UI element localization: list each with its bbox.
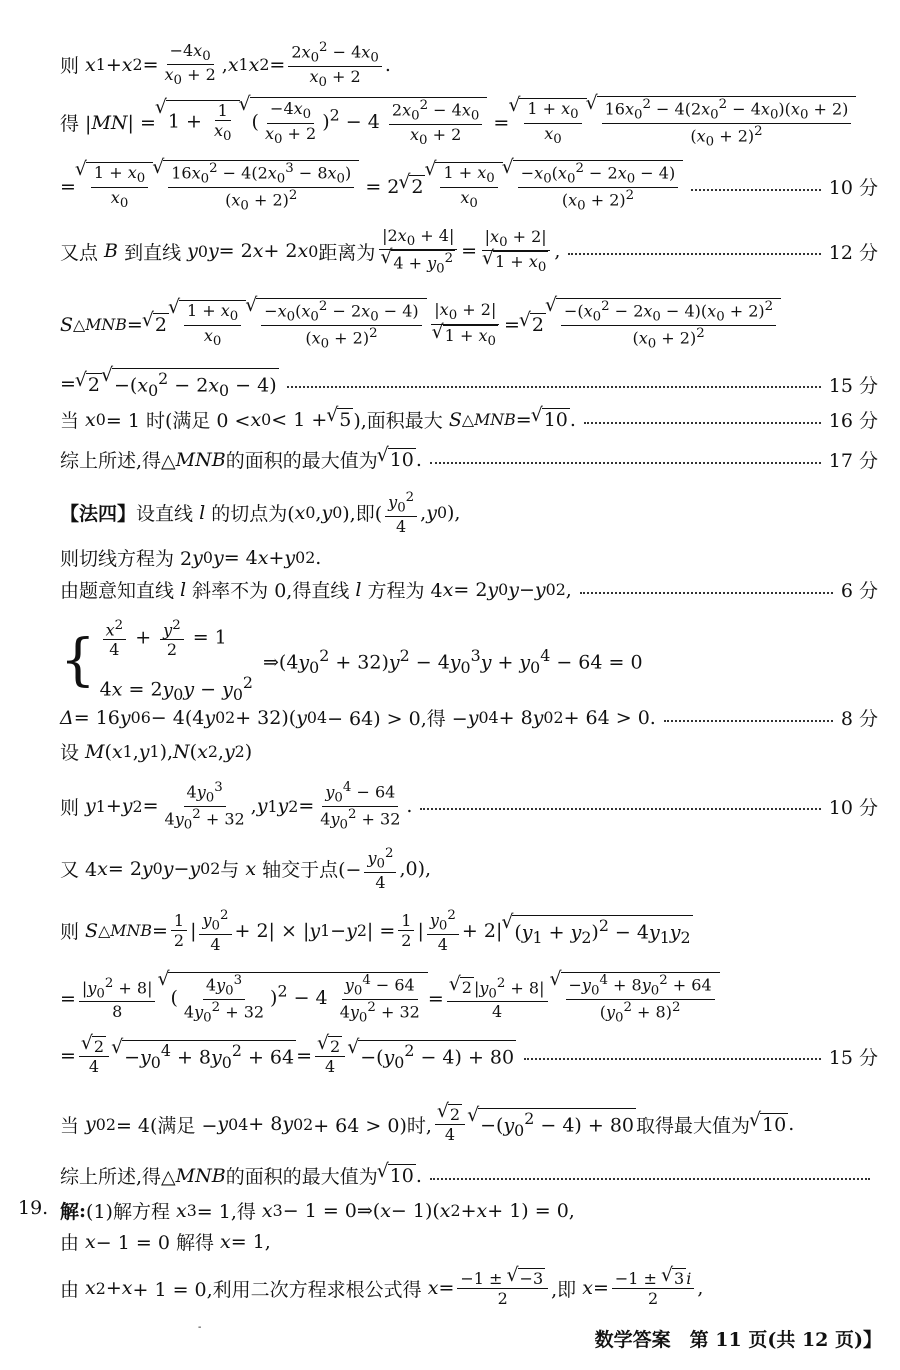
score-mark: 6 分 [840,580,878,602]
dot-leader [430,1178,870,1180]
solution-line: = $\frac{|y_0^2 + 8|}{8}$ √ ( $\frac{4y_0^3}{4y_0^2 + 32}$ )$^2$ − 4 $\frac{y_0^4 - 64}{4y_0^2 + 32}$ = √ $\frac{2 |y_0^2 + 8|}{4}$ √ $\frac{-y_0^4 + 8y_0^2 + 64}{(y_0^2 + 8)^2}$ [60,972,878,1025]
method-label: 【法四】 [60,503,137,526]
solution-line: 设 M ( x 1 , y 1 ), N ( x 2 , y 2 ) [60,740,253,764]
solution-line: 由 x − 1 = 0 解得 x = 1, [60,1230,271,1254]
score-mark: 10 分 [828,177,878,200]
solution-line: 综上所述,得△ MNB 的面积的最大值为 √ 10 . 17 分 [60,446,878,473]
solution-line: Δ = 16 y 0 6 − 4(4 y 0 2 + 32)( y 0 4 − 64) > 0,得 − y 0 4 + 8 y 0 2 + 64 > 0. 8 分 [60,704,878,731]
score-mark: 15 分 [828,374,878,397]
solution-line: 由 x 2 + x + 1 = 0,利用二次方程求根公式得 x = $\frac{-1 \pm √ -3}{2}$ ,即 x = $\frac{-1 \pm √ 3 i}{2}$ , [60,1268,878,1308]
score-mark: 16 分 [828,410,878,432]
solution-line: 得 | MN | = √ 1 + $\frac{1}{x_0}$ √ ( $\frac{-4x_0}{x_0 + 2}$ )$^2$ − 4 $\frac{2x_0^2 - 4x_0}{x_0 + 2}$ = √ $\frac{1 + x_0}{x_0}$ √ $\frac{16x_0^2 - 4(2x_0^2 - 4x_0)(x_0 + 2)}{(x_0 + 2)^2}$ [60,96,878,149]
dot-leader [420,808,820,810]
system-brace: { [60,628,96,694]
solution-line: 则 y 1 + y 2 = $\frac{4y_0^3}{4y_0^2 + 32}$ , y 1 y 2 = $\frac{y_0^4 - 64}{4y_0^2 + 32}$ . 10 分 [60,780,878,833]
solution-line: { $\frac{x^2}{4}$ + $\frac{y^2}{2}$ = 1 $4x = 2y_0y - y_0^2$ $\Rightarrow(4y_0^2 + 32)y^2 - 4y_0^3y + y_0^4 - 64 = 0$ [60,618,643,705]
dot-leader [691,189,821,191]
solution-line: 则 S △MNB = $\frac{1}{2}$ | $\frac{y_0^2}{4}$ + 2| × | y 1 − y 2 | = $\frac{1}{2}$ | $\frac{y_0^2}{4}$ + 2| √ $(y_1 + y_2)^2 - 4y_1y_2$ [60,908,878,954]
solution-line: 【法四】 设直线 l 的切点为( x 0 , y 0 ),即( $\frac{y_0^2}{4}$ , y 0 ), [60,490,461,536]
solution-label: 解 [60,1201,80,1223]
solution-line: 综上所述,得△ MNB 的面积的最大值为 √ 10 . [60,1162,878,1189]
solution-line: 由题意知直线 l 斜率不为 0,得直线 l 方程为 4 x = 2 y 0 y − y 0 2 , 6 分 [60,576,878,603]
score-mark: 15 分 [828,1046,878,1069]
dot-leader [524,1058,821,1060]
solution-line: 解 : (1)解方程 x 3 = 1,得 x 3 − 1 = 0⇒( x − 1)( x 2 + x + 1) = 0, [60,1197,878,1224]
page-footer: 数学答案 第 11 页(共 12 页)】 [594,1329,882,1351]
score-mark: 12 分 [828,241,878,264]
solution-line: S △MNB = √ 2 √ $\frac{1 + x_0}{x_0}$ √ $\frac{-x_0(x_0^2 - 2x_0 - 4)}{(x_0 + 2)^2}$ $|x_0 + 2|$ √ $1 + x_0$ = √ 2 √ $\frac{-(x_0^2 - 2x_0 - 4)(x_0 + 2)^2}{(x_0 + 2)^2}$ [60,298,878,351]
score-mark: 10 分 [828,796,878,819]
dot-leader [664,720,833,722]
solution-line: 当 y 0 2 = 4(满足 − y 0 4 + 8 y 0 2 + 64 > 0)时, √ $\frac{2}{4}$ √ $-(y_0^2 - 4) + 80$ 取得最大值为 √ 10 . [60,1104,878,1144]
solution-line: 则切线方程为 2 y 0 y = 4 x + y 0 2 . [60,546,322,570]
solution-line: 当 x 0 = 1 时(满足 0 < x 0 < 1 + √ 5 ),面积最大 S △MNB = √ 10 . 16 分 [60,406,878,433]
solution-line: = √ 2 √ $-(x_0^2 - 2x_0 - 4)$ 15 分 [60,368,878,400]
question-number: 19. [18,1197,49,1219]
dot-leader [568,253,820,255]
dot-leader [430,462,821,464]
score-mark: 8 分 [840,708,878,730]
score-mark: 17 分 [828,450,878,472]
stray-dot: - [198,1322,202,1333]
solution-line: 则 x 1 + x 2 = $\frac{-4x_0}{x_0 + 2}$ , x 1 x 2 = $\frac{2x_0^2 - 4x_0}{x_0 + 2}$ . [60,40,391,90]
dot-leader [580,592,833,594]
solution-line: 又 4 x = 2 y 0 y − y 0 2 与 x 轴交于点(− $\frac{y_0^2}{4}$ ,0), [60,846,432,892]
solution-line: = √ $\frac{2}{4}$ √ $-y_0^4 + 8y_0^2 + 64$ = √ $\frac{2}{4}$ √ $-(y_0^2 - 4) + 80$ 15 分 [60,1036,878,1076]
dot-leader [584,422,821,424]
solution-line: = √ $\frac{1 + x_0}{x_0}$ √ $\frac{16x_0^2 - 4(2x_0^3 - 8x_0)}{(x_0 + 2)^2}$ = 2 √ 2 √ $\frac{1 + x_0}{x_0}$ √ $\frac{-x_0(x_0^2 - 2x_0 - 4)}{(x_0 + 2)^2}$ 10 分 [60,160,878,213]
solution-line: 又点 B 到直线 y 0 y = 2 x + 2 x 0 距离为 $|2x_0 + 4|$ √ $4 + y_0^2$ = $|x_0 + 2|$ √ $1 + x_0$ , 12 分 [60,226,878,277]
dot-leader [287,386,821,388]
